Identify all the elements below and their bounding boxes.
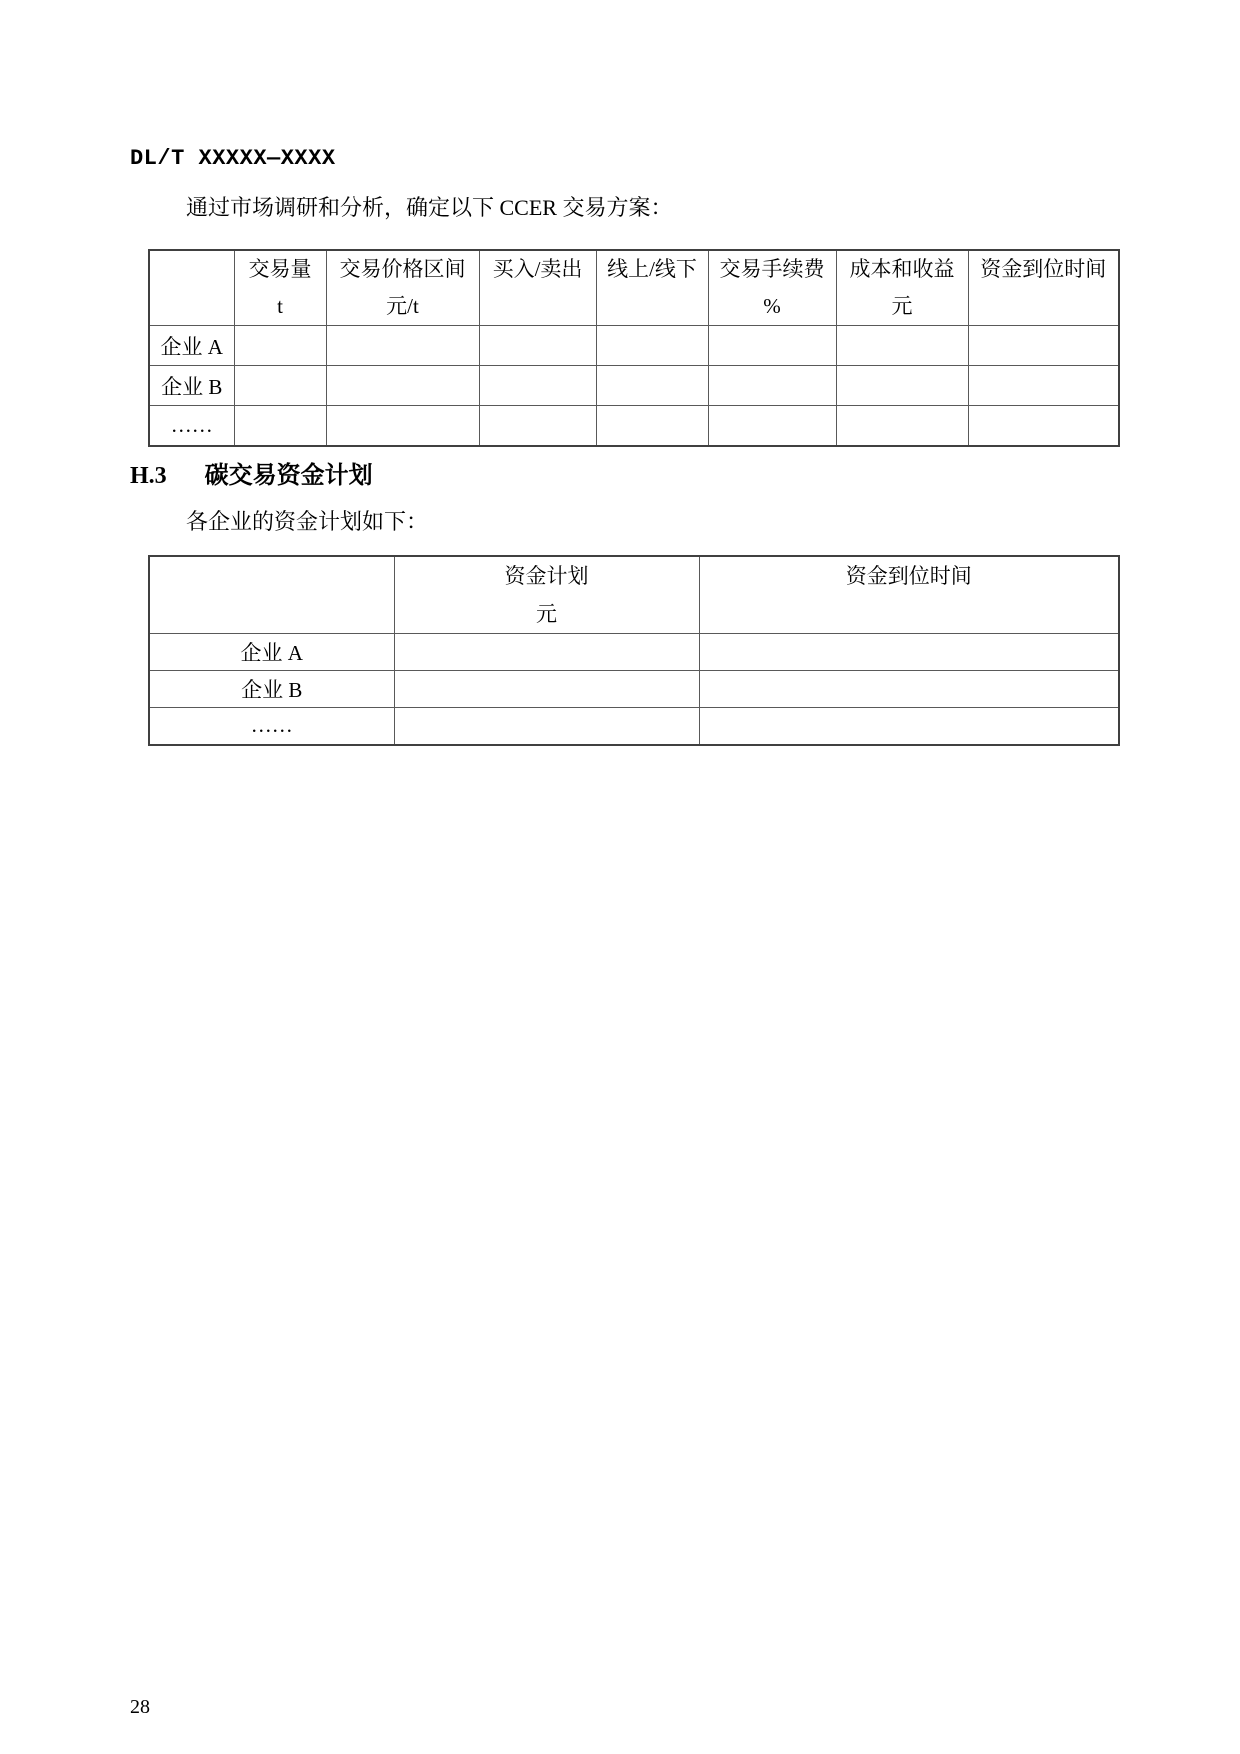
header-title: 资金到位时间 [980,257,1107,281]
page-number: 28 [130,1696,150,1718]
header-unit [969,288,1119,325]
row-label: 企业 B [149,671,394,708]
trade-table-empty-cell [234,366,326,406]
header-unit [597,288,708,325]
trade-table-empty-cell [596,366,708,406]
header-title: 成本和收益 [849,257,955,281]
trade-table-empty-cell [234,326,326,366]
header-unit: % [763,294,781,318]
header-title: 买入/卖出 [492,257,583,281]
trade-table-empty-cell [708,366,836,406]
funds-plan-table [148,555,1120,746]
trade-table-header-row [149,250,1119,326]
trade-table-empty-cell [836,366,968,406]
section-number: H.3 [130,463,167,489]
trade-table-row-enterprise-a [149,326,1119,366]
trade-table-header-cell-buy-sell [479,250,596,326]
funds-table-empty-cell [699,671,1119,708]
header-unit: 元 [891,294,913,318]
trade-table-empty-cell [479,366,596,406]
trade-table-empty-cell [326,366,479,406]
header-title: 线上/线下 [607,257,697,281]
trade-table-header-cell-fee [708,250,836,326]
trade-table-header-cell-volume [234,250,326,326]
funds-table-header-cell-fund-plan [394,556,699,634]
funds-table-empty-cell [699,634,1119,671]
header-title: 资金计划 [504,564,589,588]
trade-table-empty-cell [968,366,1119,406]
trade-table-header-cell-cost-benefit [836,250,968,326]
header-title: 交易价格区间 [339,257,466,281]
header-unit [480,288,596,325]
funds-table-empty-cell [699,708,1119,745]
trade-table-header-cell-blank [149,250,234,326]
header-unit [150,288,234,325]
header-unit [150,595,394,633]
row-label: …… [149,708,394,745]
header-title [150,251,234,288]
header-title: 交易手续费 [719,257,825,281]
header-unit: 元 [536,602,557,626]
trade-table-empty-cell [479,326,596,366]
trade-table-empty-cell [596,406,708,446]
trade-table-empty-cell [326,326,479,366]
trade-table-empty-cell [968,406,1119,446]
trade-table-row-enterprise-b [149,366,1119,406]
intro-paragraph: 通过市场调研和分析，确定以下 CCER 交易方案： [186,195,673,220]
row-label: 企业 B [149,366,234,406]
trade-table-empty-cell [836,406,968,446]
trade-table-header-cell-fund-time [968,250,1119,326]
row-label: 企业 A [149,326,234,366]
header-unit [700,595,1119,633]
trade-table-header-cell-online-offline [596,250,708,326]
funds-paragraph: 各企业的资金计划如下： [186,509,429,534]
trade-table-empty-cell [708,326,836,366]
trade-table-empty-cell [326,406,479,446]
trade-table-row-ellipsis [149,406,1119,446]
trade-table-header-cell-price-range [326,250,479,326]
section-title: 碳交易资金计划 [204,462,373,489]
funds-table-row-enterprise-b [149,671,1119,708]
header-title: 交易量 [248,257,312,281]
funds-table-empty-cell [394,671,699,708]
row-label: …… [149,406,234,446]
trade-table-empty-cell [596,326,708,366]
trade-table-empty-cell [234,406,326,446]
funds-table-empty-cell [394,634,699,671]
header-unit: 元/t [386,294,419,318]
header-title [150,557,394,595]
funds-table-header-cell-blank [149,556,394,634]
header-unit: t [277,294,283,318]
funds-table-header-cell-fund-time [699,556,1119,634]
trade-table-empty-cell [836,326,968,366]
funds-table-row-ellipsis [149,708,1119,745]
trade-table-empty-cell [968,326,1119,366]
section-heading-h3 [130,455,373,490]
ccer-trade-plan-table [148,249,1120,447]
funds-table-row-enterprise-a [149,634,1119,671]
funds-table-empty-cell [394,708,699,745]
row-label: 企业 A [149,634,394,671]
funds-table-header-row [149,556,1119,634]
trade-table-empty-cell [708,406,836,446]
doc-code-header: DL/T XXXXX—XXXX [130,146,336,171]
trade-table-empty-cell [479,406,596,446]
header-title: 资金到位时间 [845,564,972,588]
